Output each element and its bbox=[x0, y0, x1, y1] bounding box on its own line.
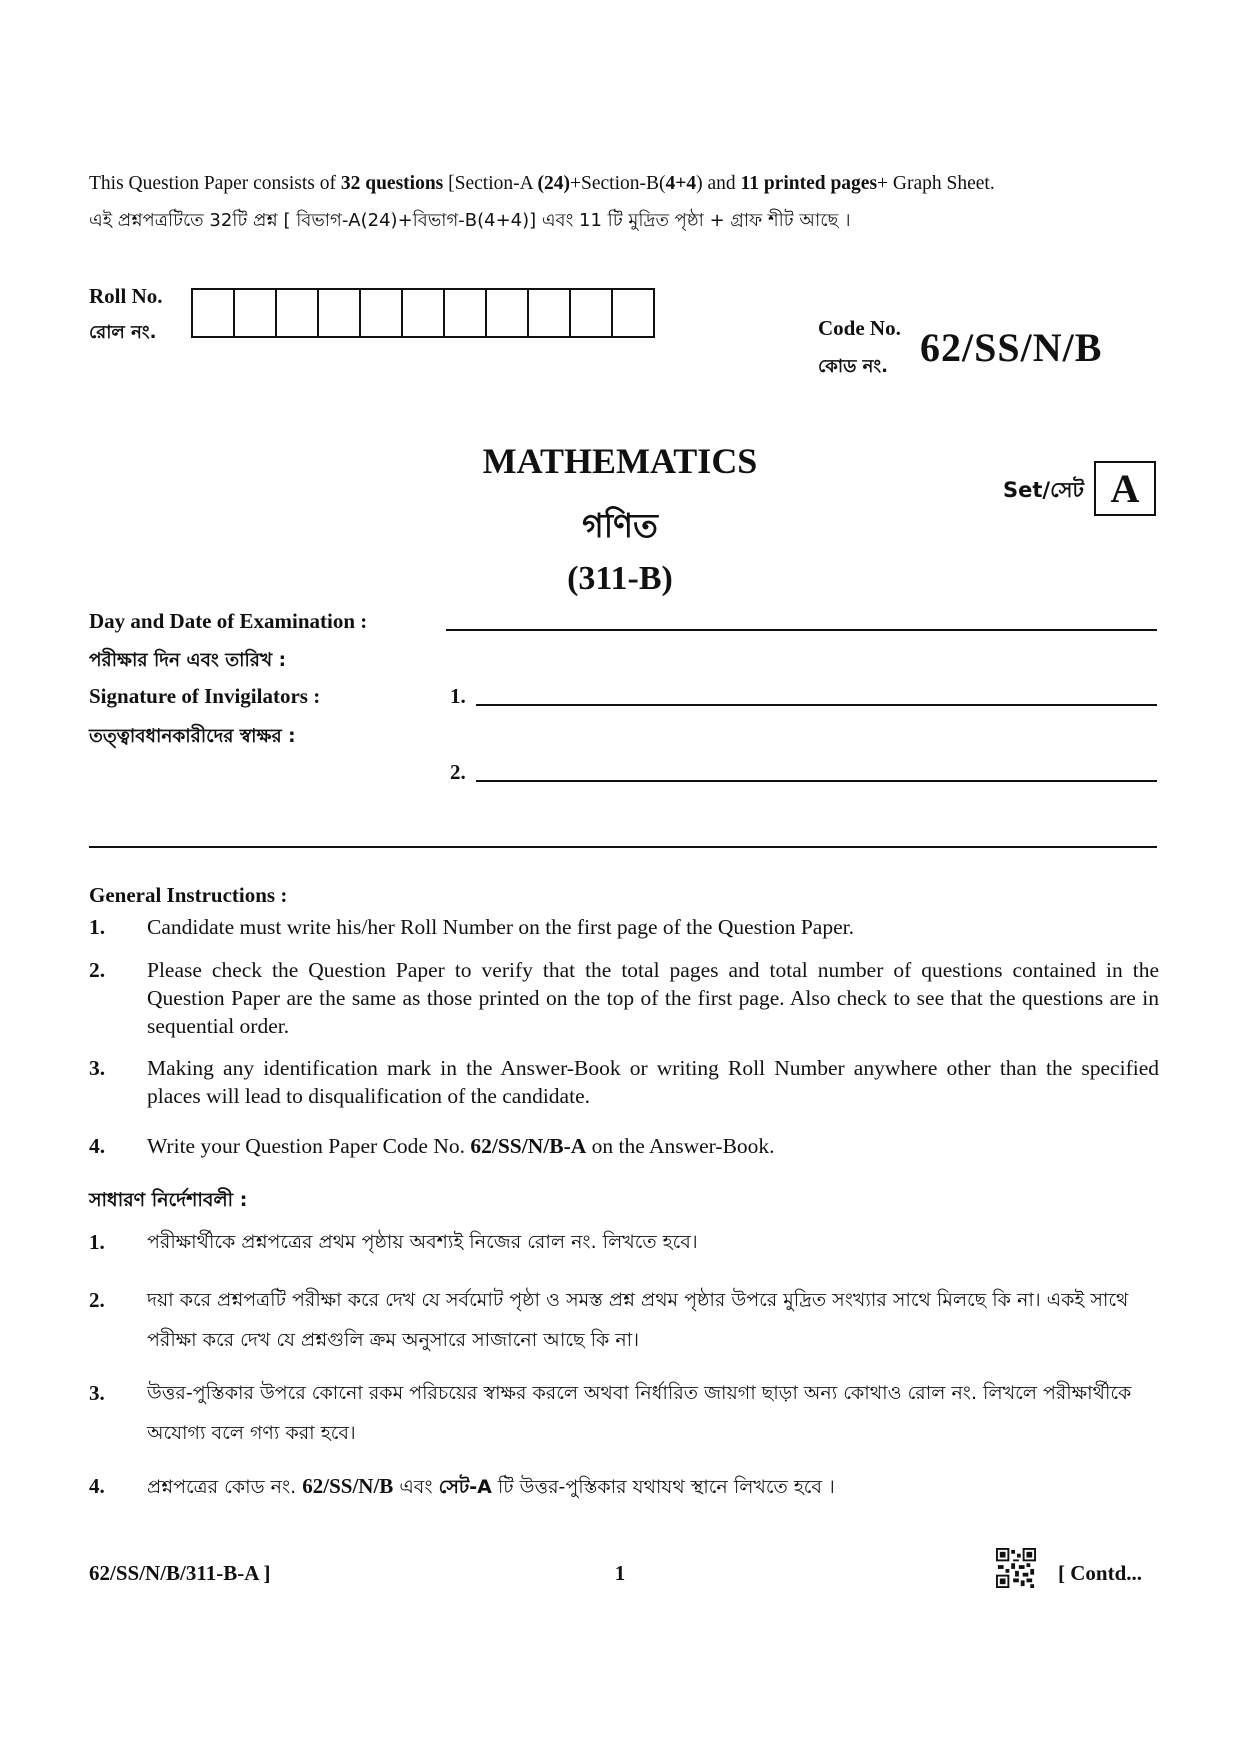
roll-digit-box[interactable] bbox=[445, 288, 487, 338]
roll-digit-box[interactable] bbox=[487, 288, 529, 338]
signature-number-1: 1. bbox=[450, 684, 466, 708]
instruction-item: 3. Making any identification mark in the Answer-Book or writing Roll Number anywhere other than the specified places will lead to disqualification of the candidate. bbox=[89, 1056, 1159, 1108]
roll-digit-box[interactable] bbox=[403, 288, 445, 338]
paper-code: 62/SS/N/B bbox=[920, 325, 1103, 370]
roll-digit-box[interactable] bbox=[277, 288, 319, 338]
roll-digit-box[interactable] bbox=[613, 288, 655, 338]
roll-digit-box[interactable] bbox=[193, 288, 235, 338]
exam-date-label-en: Day and Date of Examination : bbox=[89, 609, 368, 633]
roll-label-en: Roll No. bbox=[89, 284, 163, 308]
section-divider bbox=[89, 846, 1157, 848]
set-label: Set/সেট bbox=[1003, 478, 1084, 502]
answer-book-code: 62/SS/N/B-A bbox=[470, 1134, 587, 1158]
signature-line-1[interactable] bbox=[476, 704, 1157, 706]
subject-code: (311-B) bbox=[567, 560, 673, 597]
roll-digit-box[interactable] bbox=[319, 288, 361, 338]
bn-instruction-item: 4. প্রশ্নপত্রের কোড নং. 62/SS/N/B এবং সেট-A টি উত্তর-পুস্তিকার যথাযথ স্থানে লিখতে হবে । bbox=[89, 1474, 835, 1498]
bn-instruction-item: 2. দয়া করে প্রশ্নপত্রটি পরীক্ষা করে দেখ যে সর্বমোট পৃষ্ঠা ও সমস্ত প্রশ্ন প্রথম পৃষ্ঠার উপরে মুদ্রিত সংখ্যার সাথে মিলছে কি না। একই সাথে পরীক্ষা করে দেখ যে প্রশ্নগুলি ক্রম অনুসারে সাজানো আছে কি না। bbox=[89, 1288, 1129, 1351]
paper-summary-en: This Question Paper consists of 32 questions [Section-A (24)+Section-B(4+4) and 11 printed pages+ Graph Sheet. bbox=[89, 173, 995, 194]
exam-date-line[interactable] bbox=[446, 629, 1157, 631]
signature-line-2[interactable] bbox=[476, 780, 1157, 782]
continued-label: [ Contd... bbox=[1058, 1561, 1143, 1585]
roll-number-boxes[interactable] bbox=[191, 288, 655, 338]
instruction-item: 1. Candidate must write his/her Roll Number on the first page of the Question Paper. bbox=[89, 915, 854, 939]
instruction-item: 4. Write your Question Paper Code No. 62/SS/N/B-A on the Answer-Book. bbox=[89, 1134, 775, 1158]
invigilator-signature-label-en: Signature of Invigilators : bbox=[89, 684, 321, 708]
roll-digit-box[interactable] bbox=[361, 288, 403, 338]
instruction-item: 2. Please check the Question Paper to verify that the total pages and total number of questions contained in the Question Paper are the same as those printed on the top of the first page. Also check to see that the questions are in sequential order. bbox=[89, 958, 1159, 1038]
set-value-box: A bbox=[1094, 461, 1156, 516]
general-instructions-heading: General Instructions : bbox=[89, 883, 288, 907]
signature-number-2: 2. bbox=[450, 760, 466, 784]
paper-summary-bn: এই প্রশ্নপত্রটিতে 32টি প্রশ্ন [ বিভাগ-A(24)+বিভাগ-B(4+4)] এবং 11 টি মুদ্রিত পৃষ্ঠা + গ্রাফ শীট আছে । bbox=[89, 210, 851, 231]
invigilator-signature-label-bn: তত্ত্বাবধানকারীদের স্বাক্ষর : bbox=[89, 726, 296, 747]
subject-title-en: MATHEMATICS bbox=[482, 441, 758, 481]
bn-instruction-item: 1. পরীক্ষার্থীকে প্রশ্নপত্রের প্রথম পৃষ্ঠায় অবশ্যই নিজের রোল নং. লিখতে হবে। bbox=[89, 1230, 698, 1254]
bn-instructions-heading: সাধারণ নির্দেশাবলী : bbox=[89, 1189, 248, 1211]
exam-date-label-bn: পরীক্ষার দিন এবং তারিখ : bbox=[89, 650, 286, 671]
subject-title-bn: গণিত bbox=[582, 506, 658, 545]
code-label-en: Code No. bbox=[818, 316, 901, 340]
roll-digit-box[interactable] bbox=[235, 288, 277, 338]
page-number: 1 bbox=[614, 1561, 626, 1585]
roll-digit-box[interactable] bbox=[529, 288, 571, 338]
roll-digit-box[interactable] bbox=[571, 288, 613, 338]
footer-paper-code: 62/SS/N/B/311-B-A ] bbox=[89, 1561, 271, 1585]
roll-label-bn: রোল নং. bbox=[89, 322, 157, 343]
code-label-bn: কোড নং. bbox=[818, 356, 888, 377]
bn-instruction-item: 3. উত্তর-পুস্তিকার উপরে কোনো রকম পরিচয়ের স্বাক্ষর করলে অথবা নির্ধারিত জায়গা ছাড়া অন্য কোথাও রোল নং. লিখলে পরীক্ষার্থীকে অযোগ্য বলে গণ্য করা হবে। bbox=[89, 1381, 1132, 1444]
qr-code-icon bbox=[996, 1548, 1036, 1588]
